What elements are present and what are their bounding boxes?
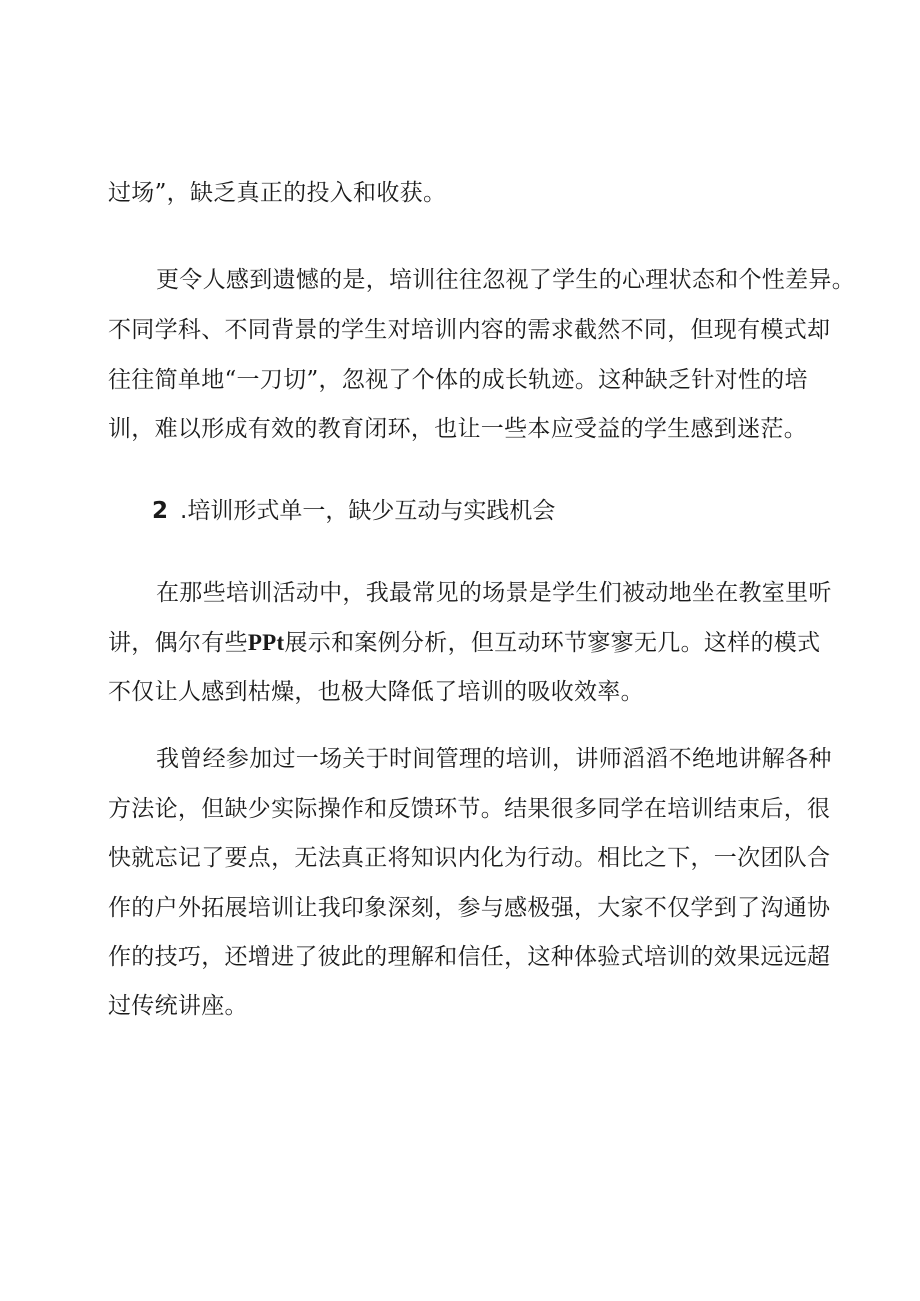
paragraph-line: 过场”，缺乏真正的投入和收获。 <box>108 180 447 206</box>
paragraph-line: 过传统讲座。 <box>108 993 248 1019</box>
paragraph-line: 更令人感到遗憾的是，培训往往忽视了学生的心理状态和个性差异。 <box>156 267 855 293</box>
paragraph-line: 方法论，但缺少实际操作和反馈环节。结果很多同学在培训结束后，很 <box>108 796 831 822</box>
paragraph-line: 训，难以形成有效的教育闭环，也让一些本应受益的学生感到迷茫。 <box>108 416 807 442</box>
paragraph-line: 不同学科、不同背景的学生对培训内容的需求截然不同，但现有模式却 <box>108 317 831 343</box>
bold-term: PPt <box>247 630 285 655</box>
paragraph-line: 我曾经参加过一场关于时间管理的培训，讲师滔滔不绝地讲解各种 <box>156 746 832 772</box>
section-title: .培训形式单一，缺少互动与实践机会 <box>180 498 556 524</box>
paragraph-line: 不仅让人感到枯燥，也极大降低了培训的吸收效率。 <box>108 679 644 705</box>
paragraph-line: 作的技巧，还增进了彼此的理解和信任，这种体验式培训的效果远远超 <box>108 944 831 970</box>
paragraph-line: 快就忘记了要点，无法真正将知识内化为行动。相比之下，一次团队合 <box>108 845 831 871</box>
paragraph-line: 作的户外拓展培训让我印象深刻，参与感极强，大家不仅学到了沟通协 <box>108 895 831 921</box>
text-run: 讲，偶尔有些 <box>108 630 248 656</box>
section-number: 2 <box>152 498 169 524</box>
paragraph-line <box>108 628 828 658</box>
section-heading <box>152 496 555 526</box>
text-run: 展示和案例分析，但互动环节寥寥无几。这样的模式 <box>284 630 821 656</box>
paragraph-line: 在那些培训活动中，我最常见的场景是学生们被动地坐在教室里听 <box>156 580 832 606</box>
paragraph-line: 往往简单地“一刀切”，忽视了个体的成长轨迹。这种缺乏针对性的培 <box>108 367 808 393</box>
